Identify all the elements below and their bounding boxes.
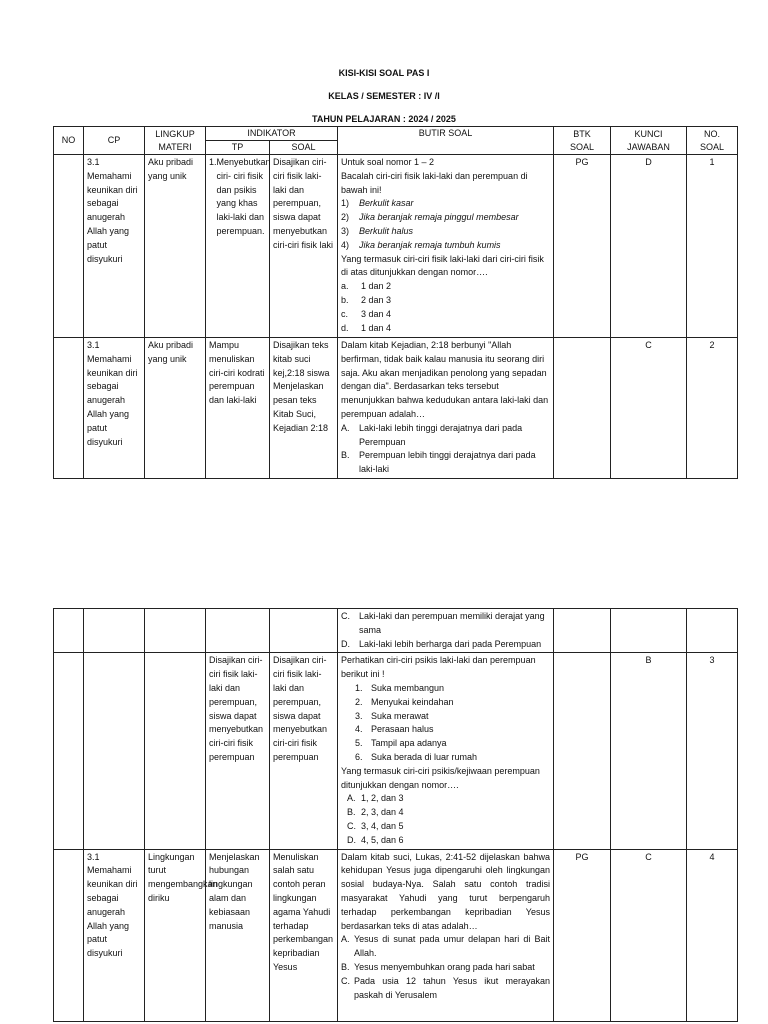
header-btk-soal: BTK SOAL: [554, 127, 611, 155]
item-text: Laki-laki dan perempuan memiliki derajat yang sama: [359, 611, 545, 635]
option-item: [341, 820, 550, 834]
academic-year: TAHUN PELAJARAN : 2024 / 2025: [312, 114, 456, 124]
item-marker: A.: [341, 934, 350, 945]
item-marker: B.: [347, 807, 356, 818]
table-row: [54, 653, 738, 849]
cell-butir-soal: [338, 609, 554, 653]
item-text: 1, 2, dan 3: [361, 793, 404, 804]
item-marker: B.: [341, 450, 350, 461]
cell-tp: Menjelaskan hubungan lingkungan alam dan kebiasaan manusia: [206, 849, 270, 1021]
cell-materi: Aku pribadi yang unik: [145, 338, 206, 479]
item-marker: b.: [341, 294, 349, 305]
table-row: [54, 849, 738, 1021]
item-marker: 6.: [355, 751, 363, 762]
cell-butir-soal: [338, 653, 554, 849]
item-text: 1 dan 4: [361, 322, 392, 333]
cell-cp: 3.1 Memahami keunikan diri sebagai anugerah Allah yang patut disyukuri: [84, 155, 145, 338]
header-kunci-jawaban: KUNCI JAWABAN: [611, 127, 687, 155]
question-stem: Perhatikan ciri-ciri psikis laki-laki dan perempuan berikut ini !: [341, 655, 536, 680]
statement-item: [341, 710, 550, 724]
statement-item: [341, 225, 550, 239]
option-item: [341, 322, 550, 336]
table-row: [54, 609, 738, 653]
item-text: Laki-laki lebih berharga dari pada Perempuan: [359, 638, 542, 649]
item-text: 2 dan 3: [361, 294, 392, 305]
question-text: Yang termasuk ciri-ciri psikis/kejiwaan perempuan ditunjukkan dengan nomor….: [341, 765, 540, 790]
statement-item: [341, 737, 550, 751]
cell-kunci: C: [611, 849, 687, 1021]
item-marker: B.: [341, 961, 350, 972]
tp-number: 1.: [209, 157, 217, 167]
header-no: NO: [54, 127, 84, 155]
item-marker: c.: [341, 308, 349, 319]
item-text: Perempuan lebih tinggi derajatnya dari pada laki-laki: [359, 450, 536, 475]
cell-btk: [554, 338, 611, 479]
question-text: Yang termasuk ciri-ciri fisik laki-laki dari ciri-ciri fisik di atas ditunjukkan dengan nomor….: [341, 253, 544, 278]
cell-kunci: B: [611, 653, 687, 849]
item-text: Suka membangun: [371, 682, 445, 693]
item-marker: a.: [341, 281, 349, 292]
item-text: Perasaan halus: [371, 724, 434, 735]
option-item: [341, 975, 550, 1003]
tp-text: Menyebutkan ciri- ciri fisik dan psikis yang khas laki-laki dan perempuan.: [216, 157, 271, 236]
option-item: [341, 933, 550, 961]
statement-list: [341, 682, 550, 765]
cell-materi: [145, 653, 206, 849]
question-intro: Untuk soal nomor 1 – 2: [341, 157, 435, 167]
header-soal: SOAL: [270, 141, 338, 155]
question-grid-table-page-2: [53, 608, 738, 1022]
option-item: [341, 308, 550, 322]
header-indikator: INDIKATOR: [206, 127, 338, 141]
header-cp: CP: [84, 127, 145, 155]
item-text: Yesus menyembuhkan orang pada hari sabat: [354, 961, 535, 972]
question-stem: Dalam kitab Kejadian, 2:18 berbunyi "Allah berfirman, tidak baik kalau manusia itu seorang diri saja. Aku akan menjadikan penolong yang sepadan dengan dia". Berdasarkan teks tersebut menunjukkan bahwa kedudukan antara laki-laki dan perempuan adalah…: [341, 340, 549, 419]
option-list: [341, 933, 550, 1002]
cell-btk: PG: [554, 849, 611, 1021]
item-text: 2, 3, dan 4: [361, 807, 404, 818]
option-item: [341, 638, 550, 652]
question-stem: Dalam kitab suci, Lukas, 2:41-52 dijelaskan bahwa kehidupan Yesus juga dipengaruhi oleh lingkungan sosial budaya-Nya. Salah satu contoh tradisi masyarakat Yahudi yang turut berpengaruh terhadap perkembangan kepribadian Yesus berdasarkan teks di atas adalah…: [341, 851, 550, 931]
item-marker: 3): [341, 225, 350, 236]
option-list: [341, 610, 550, 651]
item-text: Jika beranjak remaja tumbuh kumis: [359, 239, 501, 250]
item-marker: 5.: [355, 738, 363, 749]
cell-no: [54, 653, 84, 849]
cell-no-soal: 3: [687, 653, 738, 849]
item-text: 3, 4, dan 5: [361, 820, 404, 831]
cell-kunci: D: [611, 155, 687, 338]
table-row: [54, 155, 738, 338]
item-text: Yesus di sunat pada umur delapan hari di Bait Allah.: [354, 934, 550, 959]
cell-btk: [554, 653, 611, 849]
option-list: [341, 422, 550, 477]
item-marker: 2): [341, 212, 350, 223]
option-item: [341, 422, 550, 450]
statement-item: [341, 239, 550, 253]
item-marker: 1.: [355, 682, 363, 693]
option-list: [341, 280, 550, 335]
item-marker: D.: [341, 638, 350, 649]
cell-tp: Mampu menuliskan ciri-ciri kodrati perempuan dan laki-laki: [206, 338, 270, 479]
item-text: 4, 5, dan 6: [361, 834, 404, 845]
header-tp: TP: [206, 141, 270, 155]
cell-soal-indicator: Disajikan teks kitab suci kej,2:18 siswa Menjelaskan pesan teks Kitab Suci, Kejadian 2:18: [270, 338, 338, 479]
item-marker: 2.: [355, 696, 363, 707]
option-item: [341, 806, 550, 820]
item-text: Suka merawat: [371, 710, 429, 721]
item-marker: d.: [341, 322, 349, 333]
cell-no-soal: 4: [687, 849, 738, 1021]
cell-no: [54, 155, 84, 338]
cell-materi: Aku pribadi yang unik: [145, 155, 206, 338]
cell-btk: PG: [554, 155, 611, 338]
item-marker: C.: [341, 611, 350, 621]
option-item: [341, 834, 550, 848]
cell-cp: [84, 653, 145, 849]
item-marker: 3.: [355, 710, 363, 721]
cell-tp: Disajikan ciri-ciri fisik laki-laki dan perempuan, siswa dapat menyebutkan ciri-ciri fisik perempuan: [206, 653, 270, 849]
class-semester: KELAS / SEMESTER : IV /I: [328, 91, 440, 101]
cell-kunci: C: [611, 338, 687, 479]
item-text: Berkulit halus: [359, 225, 414, 236]
option-item: [341, 961, 550, 975]
option-item: [341, 792, 550, 806]
cell-cp: 3.1 Memahami keunikan diri sebagai anugerah Allah yang patut disyukuri: [84, 849, 145, 1021]
statement-item: [341, 682, 550, 696]
cell-tp: [206, 155, 270, 338]
item-text: Menyukai keindahan: [371, 696, 454, 707]
statement-item: [341, 197, 550, 211]
item-marker: D.: [347, 834, 356, 845]
cell-soal-indicator: Menuliskan salah satu contoh peran lingkungan agama Yahudi terhadap perkembangan kepribadian Yesus: [270, 849, 338, 1021]
question-grid-table-page-1: [53, 126, 738, 479]
item-marker: C.: [341, 975, 350, 986]
table-row: [54, 338, 738, 479]
option-item: [341, 449, 550, 477]
item-marker: A.: [341, 422, 350, 433]
cell-butir-soal: [338, 338, 554, 479]
cell-soal-indicator: Disajikan ciri-ciri fisik laki-laki dan perempuan, siswa dapat menyebutkan ciri-ciri fisik perempuan: [270, 653, 338, 849]
header-lingkup-materi: LINGKUP MATERI: [145, 127, 206, 155]
item-text: 1 dan 2: [361, 281, 392, 292]
cell-materi: Lingkungan turut mengembangkan diriku: [145, 849, 206, 1021]
header-no-soal: NO. SOAL: [687, 127, 738, 155]
header-butir-soal: BUTIR SOAL: [338, 127, 554, 155]
cell-cp: 3.1 Memahami keunikan diri sebagai anugerah Allah yang patut disyukuri: [84, 338, 145, 479]
cell-butir-soal: [338, 155, 554, 338]
option-item: [341, 610, 550, 638]
cell-no: [54, 849, 84, 1021]
item-text: Laki-laki lebih tinggi derajatnya dari pada Perempuan: [359, 422, 523, 447]
cell-no-soal: 2: [687, 338, 738, 479]
item-marker: 4): [341, 239, 350, 250]
option-item: [341, 280, 550, 294]
statement-item: [341, 696, 550, 710]
item-text: 3 dan 4: [361, 308, 392, 319]
item-text: Jika beranjak remaja pinggul membesar: [359, 212, 519, 223]
item-marker: 4.: [355, 724, 363, 735]
option-list: [341, 792, 550, 847]
cell-no: [54, 338, 84, 479]
statement-item: [341, 211, 550, 225]
item-text: Berkulit kasar: [359, 198, 414, 209]
cell-no-soal: 1: [687, 155, 738, 338]
item-marker: A.: [347, 793, 356, 804]
item-text: Pada usia 12 tahun Yesus ikut merayakan paskah di Yerusalem: [354, 975, 550, 1000]
question-stem: Bacalah ciri-ciri fisik laki-laki dan perempuan di bawah ini!: [341, 170, 528, 195]
option-item: [341, 294, 550, 308]
item-text: Tampil apa adanya: [371, 738, 447, 749]
statement-item: [341, 751, 550, 765]
item-text: Suka berada di luar rumah: [371, 751, 478, 762]
statement-item: [341, 723, 550, 737]
item-marker: 1): [341, 198, 350, 209]
item-marker: C.: [347, 820, 356, 831]
cell-soal-indicator: Disajikan ciri-ciri fisik laki-laki dan perempuan, siswa dapat menyebutkan ciri-ciri fisik laki: [270, 155, 338, 338]
statement-list: [341, 197, 550, 252]
document-title: KISI-KISI SOAL PAS I: [338, 68, 430, 78]
cell-butir-soal: [338, 849, 554, 1021]
